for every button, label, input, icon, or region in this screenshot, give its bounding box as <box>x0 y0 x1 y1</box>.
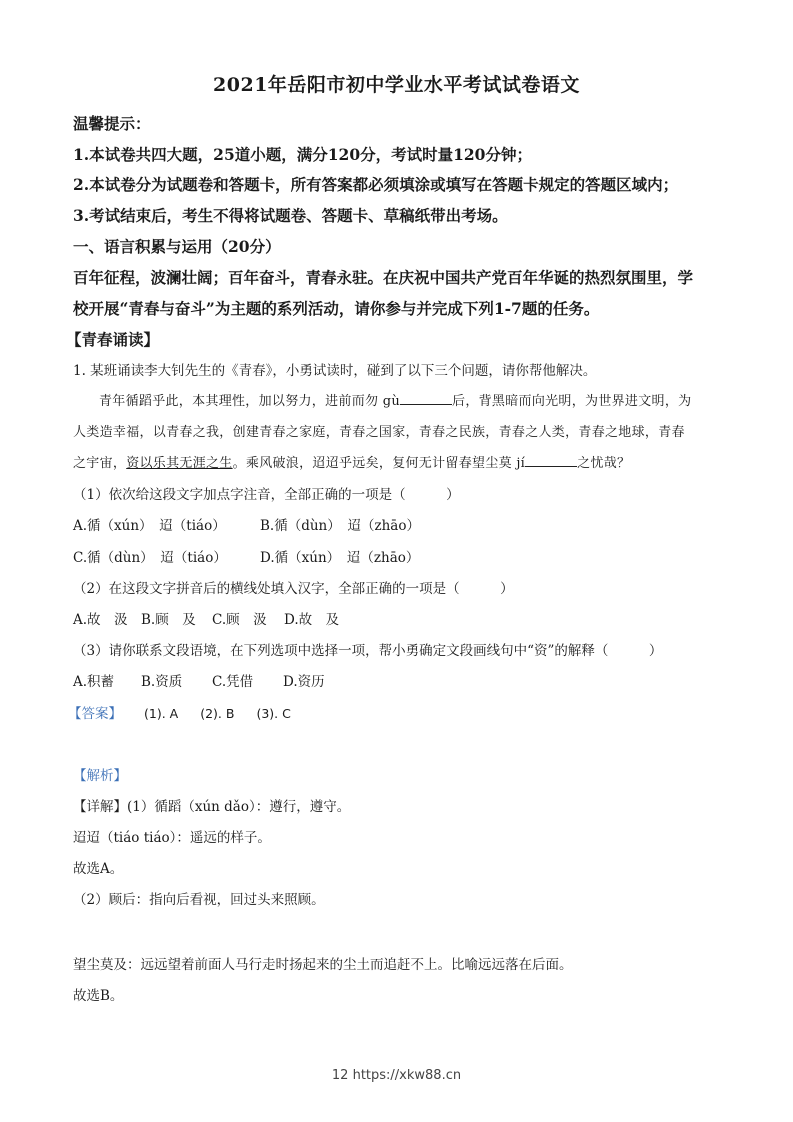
answer-value: (1). A <box>144 706 179 721</box>
notice-item-1: 1.本试卷共四大题，25道小题，满分120分，考试时量120分钟； <box>73 145 532 164</box>
passage-text: 之宇宙， <box>73 456 127 471</box>
option: C.循（dùn） 迢（tiáo） <box>73 550 227 566</box>
sub2-options <box>73 608 339 628</box>
passage-text: 。乘风破浪，迢迢乎远矣，复何无计留春望尘莫 jí <box>232 456 526 471</box>
analysis-line: 故选A。 <box>73 861 124 877</box>
passage-text: 青年循蹈乎此，本其理性，加以努力，进前而勿 gù <box>99 394 401 409</box>
option: B.循（dùn） 迢（zhāo） <box>260 518 420 534</box>
option: B.顾 及 <box>141 612 196 628</box>
analysis-line: 故选B。 <box>73 988 124 1004</box>
passage-line-2: 人类造幸福，以青春之我，创建青春之家庭，青春之国家，青春之民族，青春之人类，青春之地球，青春 <box>73 425 685 440</box>
notice-item-2: 2.本试卷分为试题卷和答题卡，所有答案都必须填涂或填写在答题卡规定的答题区域内； <box>73 175 679 194</box>
subsection-title: 【青春诵读】 <box>66 330 160 349</box>
analysis-line: 迢迢（tiáo tiáo）：遥远的样子。 <box>73 830 271 846</box>
option: A.积蓄 <box>73 674 115 690</box>
blank-1 <box>400 392 452 405</box>
analysis-line: （2）顾后：指向后看视，回过头来照顾。 <box>73 892 325 908</box>
analysis-line: 望尘莫及：远远望着前面人马行走时扬起来的尘土而追赶不上。比喻远远落在后面。 <box>73 957 573 973</box>
analysis-line: 【详解】(1）循蹈（xún dǎo）：遵行，遵守。 <box>73 799 351 815</box>
option: D.故 及 <box>284 612 340 628</box>
passage-text: 后，背黑暗而向光明，为世界进文明，为 <box>452 394 692 409</box>
answer-row <box>68 702 291 722</box>
sub-question-1: （1）依次给这段文字加点字注音，全部正确的一项是（ ） <box>73 487 460 503</box>
answer-value: (2). B <box>200 706 235 721</box>
passage-text: 之忧哉？ <box>577 456 631 471</box>
option: D.循（xún） 迢（zhāo） <box>260 550 420 566</box>
section-intro-2: 校开展“青春与奋斗”为主题的系列活动，请你参与并完成下列1-7题的任务。 <box>73 299 600 318</box>
option: A.故 汲 <box>73 612 128 628</box>
option: A.循（xún） 迢（tiáo） <box>73 518 226 534</box>
passage-line-3 <box>73 452 630 471</box>
sub1-options-row-2 <box>73 546 419 566</box>
section-title: 一、语言积累与运用（20分） <box>73 237 281 256</box>
sub1-options-row-1 <box>73 514 420 534</box>
sub3-options <box>73 670 325 690</box>
option: B.资质 <box>141 674 183 690</box>
answer-value: (3). C <box>256 706 291 721</box>
analysis-label: 【解析】 <box>73 768 127 784</box>
notice-header: 温馨提示： <box>73 114 151 133</box>
sub-question-3: （3）请你联系文段语境，在下列选项中选择一项，帮小勇确定文段画线句中“资”的解释（ ） <box>73 643 663 659</box>
passage-line-1 <box>99 390 691 409</box>
option: C.顾 汲 <box>212 612 267 628</box>
question-stem: 1. 某班诵读李大钊先生的《青春》，小勇试读时，碰到了以下三个问题，请你帮他解决。 <box>73 363 597 379</box>
page-footer: 12 https://xkw88.cn <box>331 1068 462 1083</box>
page-title: 2021年岳阳市初中学业水平考试试卷语文 <box>213 74 580 96</box>
blank-2 <box>525 454 577 467</box>
answer-label: 【答案】 <box>68 706 122 722</box>
sub-question-2: （2）在这段文字拼音后的横线处填入汉字，全部正确的一项是（ ） <box>73 581 514 597</box>
section-intro-1: 百年征程，波澜壮阔；百年奋斗，青春永驻。在庆祝中国共产党百年华诞的热烈氛围里，学 <box>73 268 694 287</box>
underlined-sentence: 资以乐其无涯之生 <box>126 456 233 471</box>
option: D.资历 <box>283 674 325 690</box>
notice-item-3: 3.考试结束后，考生不得将试题卷、答题卡、草稿纸带出考场。 <box>73 206 508 225</box>
option: C.凭借 <box>212 674 254 690</box>
